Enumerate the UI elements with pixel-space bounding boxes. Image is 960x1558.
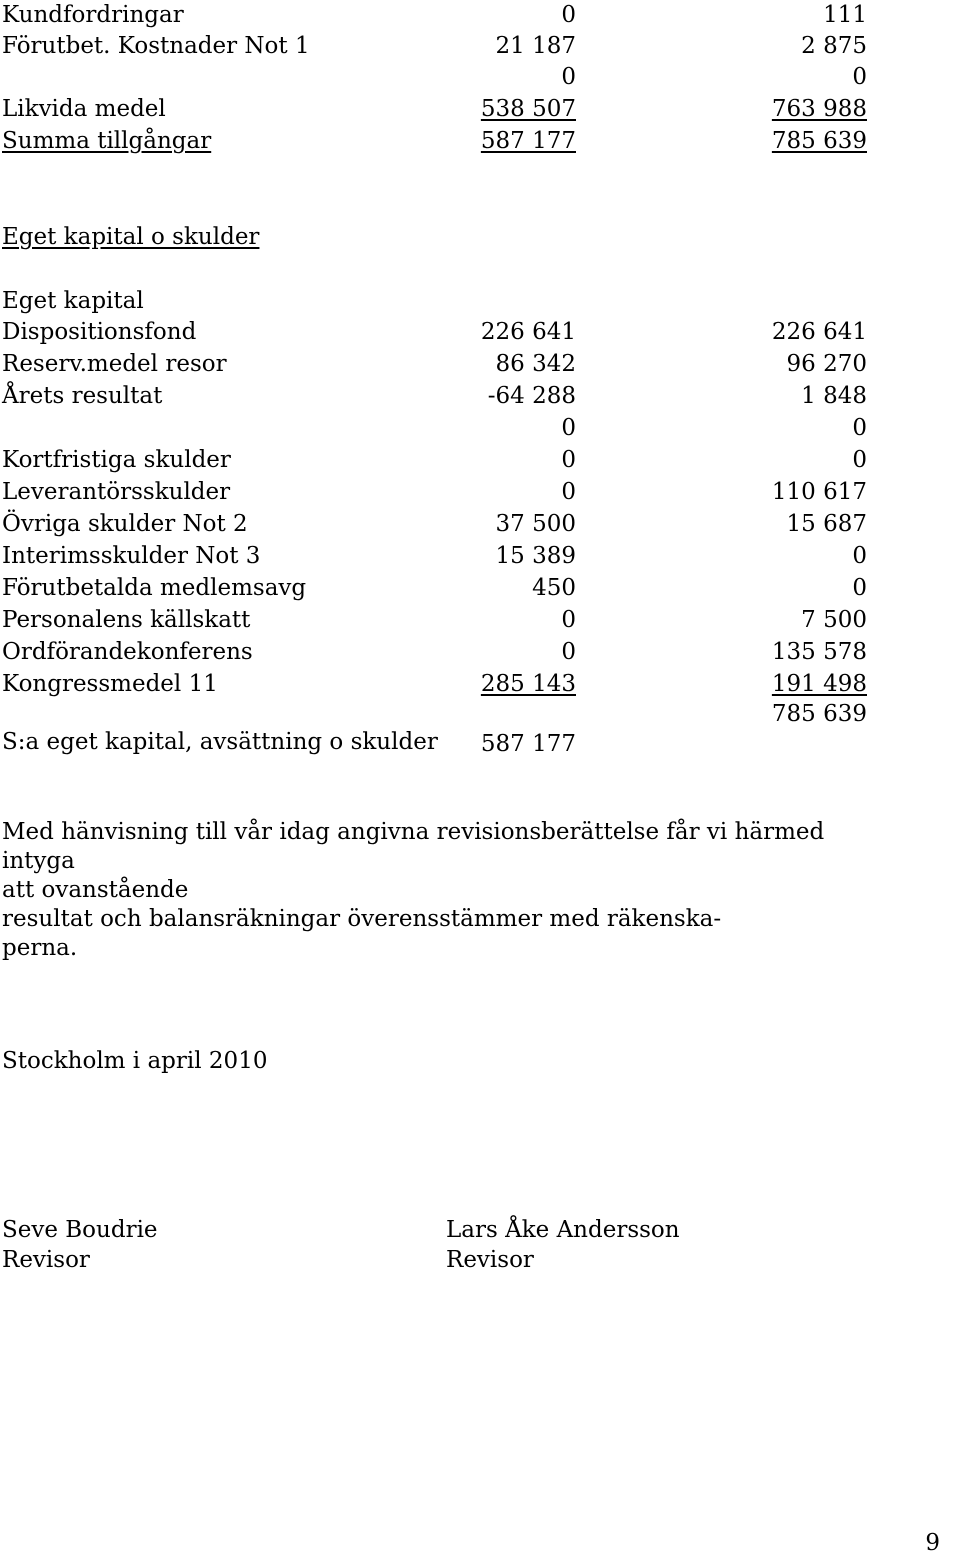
row-value-col1: 15 389 bbox=[495, 543, 576, 569]
row-value-col2: 191 498 bbox=[771, 671, 867, 697]
signatory-role: Revisor bbox=[446, 1247, 534, 1273]
statement-paragraph bbox=[2, 818, 902, 963]
row-value-col2: 110 617 bbox=[771, 479, 867, 505]
row-value-col2: 135 578 bbox=[771, 639, 867, 665]
row-value-col2: 763 988 bbox=[771, 96, 867, 122]
section-heading: Eget kapital o skulder bbox=[2, 224, 260, 250]
row-value-col1: -64 288 bbox=[487, 383, 576, 409]
row-label: Leverantörsskulder bbox=[2, 479, 231, 505]
row-value-col1: 86 342 bbox=[495, 351, 576, 377]
row-value-col2: 1 848 bbox=[801, 383, 867, 409]
row-label: Ordförandekonferens bbox=[2, 639, 253, 665]
statement-line: att ovanstående bbox=[2, 877, 189, 903]
row-label: Summa tillgångar bbox=[2, 128, 212, 154]
row-value-col1: 0 bbox=[561, 447, 576, 473]
row-value-col2: 785 639 bbox=[771, 128, 867, 154]
row-label: Förutbet. Kostnader Not 1 bbox=[2, 33, 310, 59]
row-label: Dispositionsfond bbox=[2, 319, 197, 345]
statement-line: resultat och balansräkningar överensstämmer med räkenska- bbox=[2, 906, 722, 932]
statement-line: Med hänvisning till vår idag angivna revisionsberättelse får vi härmed intyga bbox=[2, 819, 825, 874]
row-value-col2: 2 875 bbox=[801, 33, 867, 59]
row-value-col2: 111 bbox=[823, 2, 867, 28]
row-value-col1: 285 143 bbox=[480, 671, 576, 697]
row-value-col1: 0 bbox=[561, 64, 576, 90]
signatory-name: Lars Åke Andersson bbox=[446, 1217, 680, 1243]
row-value-col2: 0 bbox=[852, 415, 867, 441]
row-value-col2: 0 bbox=[852, 447, 867, 473]
total-label: S:a eget kapital, avsättning o skulder bbox=[2, 729, 438, 755]
row-label: Förutbetalda medlemsavg bbox=[2, 575, 307, 601]
row-value-col1: 587 177 bbox=[480, 128, 576, 154]
row-label: Interimsskulder Not 3 bbox=[2, 543, 261, 569]
row-label: Övriga skulder Not 2 bbox=[2, 511, 248, 537]
row-value-col1: 0 bbox=[561, 2, 576, 28]
place-date: Stockholm i april 2010 bbox=[2, 1048, 268, 1074]
row-value-col1: 450 bbox=[532, 575, 576, 601]
row-label: Kundfordringar bbox=[2, 2, 184, 28]
row-value-col1: 37 500 bbox=[495, 511, 576, 537]
page-number: 9 bbox=[925, 1530, 940, 1556]
row-label: Reserv.medel resor bbox=[2, 351, 227, 377]
total-value-col2: 785 639 bbox=[771, 701, 867, 727]
row-label: Kortfristiga skulder bbox=[2, 447, 231, 473]
row-value-col1: 226 641 bbox=[480, 319, 576, 345]
row-value-col1: 0 bbox=[561, 415, 576, 441]
row-value-col1: 0 bbox=[561, 639, 576, 665]
row-value-col2: 0 bbox=[852, 64, 867, 90]
row-value-col1: 0 bbox=[561, 479, 576, 505]
row-value-col1: 0 bbox=[561, 607, 576, 633]
statement-line: perna. bbox=[2, 935, 78, 961]
row-label: Årets resultat bbox=[2, 383, 163, 409]
signatory-role: Revisor bbox=[2, 1247, 90, 1273]
row-value-col2: 7 500 bbox=[801, 607, 867, 633]
row-value-col1: 21 187 bbox=[495, 33, 576, 59]
row-value-col2: 15 687 bbox=[786, 511, 867, 537]
row-value-col2: 0 bbox=[852, 543, 867, 569]
row-value-col2: 0 bbox=[852, 575, 867, 601]
section-subheading: Eget kapital bbox=[2, 288, 144, 314]
row-label: Likvida medel bbox=[2, 96, 166, 122]
signatory-name: Seve Boudrie bbox=[2, 1217, 158, 1243]
row-value-col1: 538 507 bbox=[480, 96, 576, 122]
row-value-col2: 96 270 bbox=[786, 351, 867, 377]
total-value-col1: 587 177 bbox=[480, 731, 576, 757]
row-value-col2: 226 641 bbox=[771, 319, 867, 345]
row-label: Kongressmedel 11 bbox=[2, 671, 218, 697]
row-label: Personalens källskatt bbox=[2, 607, 251, 633]
